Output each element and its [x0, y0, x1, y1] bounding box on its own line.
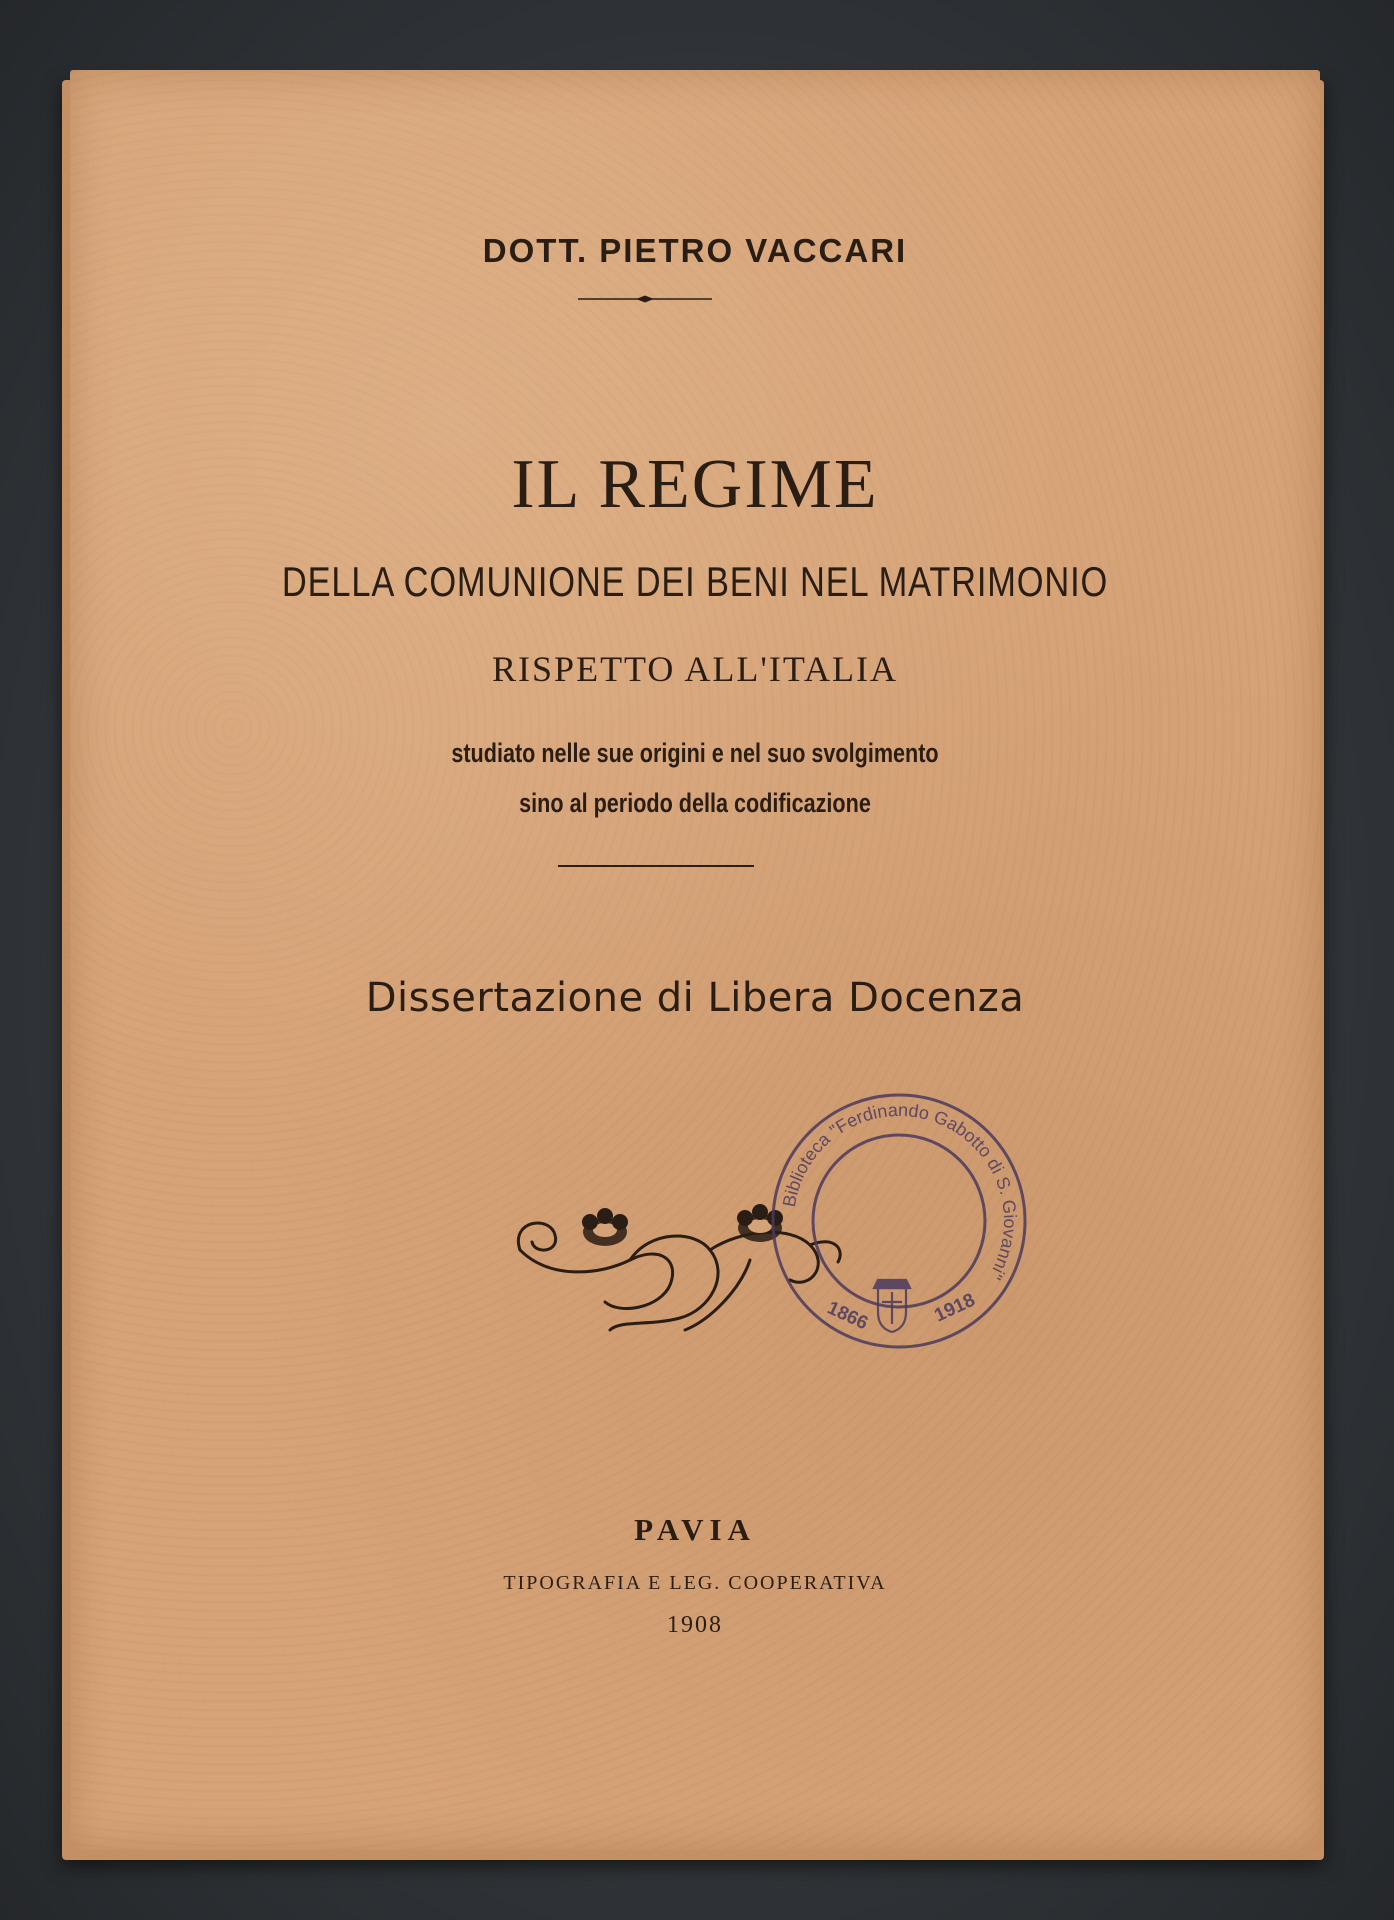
author-name: DOTT. PIETRO VACCARI — [482, 232, 908, 269]
description-line-2: sino al periodo della codificazione — [519, 788, 871, 818]
dissertation-label: Dissertazione di Libera Docenza — [365, 975, 1025, 1021]
book-cover — [70, 70, 1320, 1850]
printer-name: TIPOGRAFIA E LEG. COOPERATIVA — [503, 1572, 887, 1594]
stamp-year-end: 1918 — [931, 1289, 979, 1327]
publication-city: PAVIA — [634, 1512, 756, 1547]
publication-year: 1908 — [667, 1612, 723, 1638]
book-subtitle: DELLA COMUNIONE DEI BENI NEL MATRIMONIO — [281, 558, 1109, 605]
book-title: IL REGIME — [511, 446, 879, 523]
book-subtitle-secondary: RISPETTO ALL'ITALIA — [492, 649, 898, 689]
diamond-rule-icon — [578, 294, 712, 304]
library-stamp — [768, 1090, 1030, 1352]
divider-rule — [558, 865, 754, 867]
stamp-year-start: 1866 — [823, 1297, 872, 1335]
stamp-ring-text: Biblioteca "Ferdinando Gabotto di S. Giovanni" — [778, 1099, 1021, 1284]
description-line-1: studiato nelle sue origini e nel suo svolgimento — [451, 738, 939, 768]
